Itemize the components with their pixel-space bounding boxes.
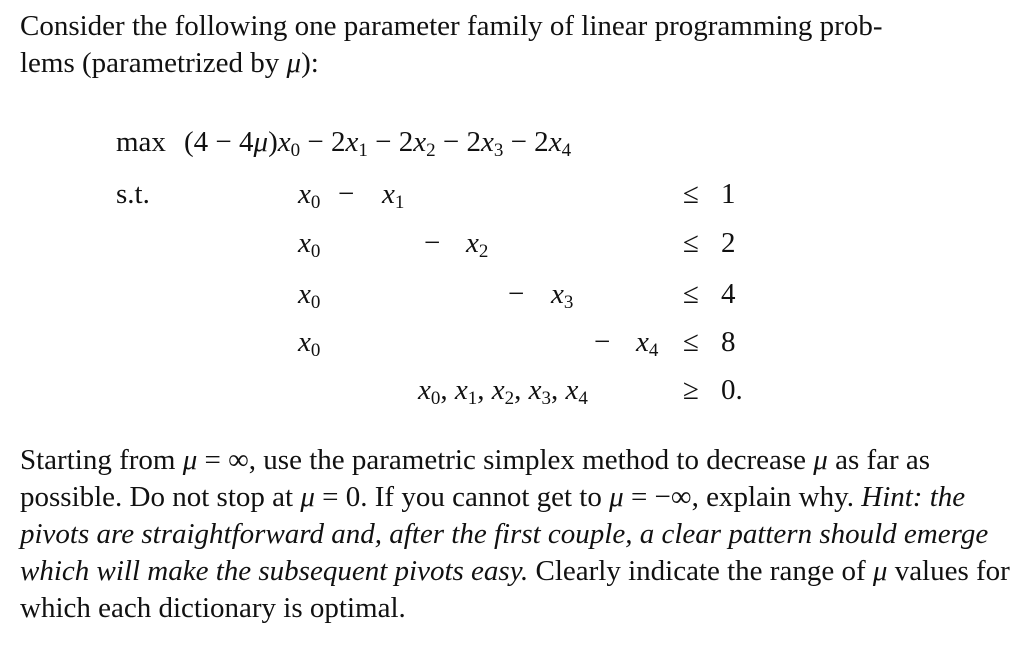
mu-symbol: μ <box>609 481 624 513</box>
task-text-1: Starting from <box>20 444 183 476</box>
intro-line-2-post: ): <box>301 47 319 79</box>
objective-function: $(4 - 4\mu)x_0 - 2x_1 - 2x_2 - 2x_3 - 2x_4$ <box>184 126 572 161</box>
intro-line-1: Consider the following one parameter family of linear programming prob- <box>20 10 883 42</box>
constraint-3-rhs: 4 <box>721 278 736 310</box>
intro-line-2-pre: lems (parametrized by <box>20 47 287 79</box>
nonnegativity-vars: $x_0$, $x_1$, $x_2$, $x_3$, $x_4$ <box>418 374 588 409</box>
mu-symbol: μ <box>813 444 828 476</box>
constraint-3-var: $x_3$ <box>551 278 574 313</box>
constraint-4-var: $x_4$ <box>636 326 659 361</box>
constraint-4-minus: − <box>594 326 611 358</box>
constraint-4-x0: $x_0$ <box>298 326 321 361</box>
constraint-2-x0: $x_0$ <box>298 227 321 262</box>
task-paragraph <box>20 442 1010 627</box>
constraint-4-rhs: 8 <box>721 326 736 358</box>
mu-symbol: μ <box>300 481 315 513</box>
task-text-6: Clearly indicate the range of <box>528 555 873 587</box>
constraint-3-x0: $x_0$ <box>298 278 321 313</box>
constraint-2-rhs: 2 <box>721 227 736 259</box>
constraint-4-relation: ≤ <box>683 326 699 358</box>
task-text-5: = −∞, explain why. <box>623 481 862 513</box>
task-text-7: values for which each dictionary is optimal. <box>20 555 1010 624</box>
task-text-3: as far as possible. Do not stop at <box>20 444 931 513</box>
nonnegativity-rhs: 0. <box>721 374 743 406</box>
task-text-4: = 0. If you cannot get to <box>314 481 610 513</box>
nonnegativity-relation: ≥ <box>683 374 699 406</box>
constraint-1-x0: $x_0$ <box>298 178 321 213</box>
constraint-1-minus: − <box>338 178 355 210</box>
constraint-2-relation: ≤ <box>683 227 699 259</box>
mu-symbol: μ <box>286 47 302 79</box>
constraint-3-minus: − <box>508 278 525 310</box>
task-text-2: = ∞, use the parametric simplex method to decrease <box>197 444 814 476</box>
constraint-1-var: $x_1$ <box>382 178 405 213</box>
mu-symbol: μ <box>182 444 198 476</box>
constraint-1-relation: ≤ <box>683 178 699 210</box>
subject-to-label: s.t. <box>116 178 150 210</box>
constraint-2-var: $x_2$ <box>466 227 489 262</box>
hint-text: Hint: the pivots are straightforward and, after the first couple, a clear pattern should emerge which will make the subsequent pivots easy. <box>20 481 989 587</box>
objective-label: max <box>116 126 166 158</box>
mu-symbol: μ <box>872 555 888 587</box>
constraint-3-relation: ≤ <box>683 278 699 310</box>
constraint-2-minus: − <box>424 227 441 259</box>
constraint-1-rhs: 1 <box>721 178 736 210</box>
